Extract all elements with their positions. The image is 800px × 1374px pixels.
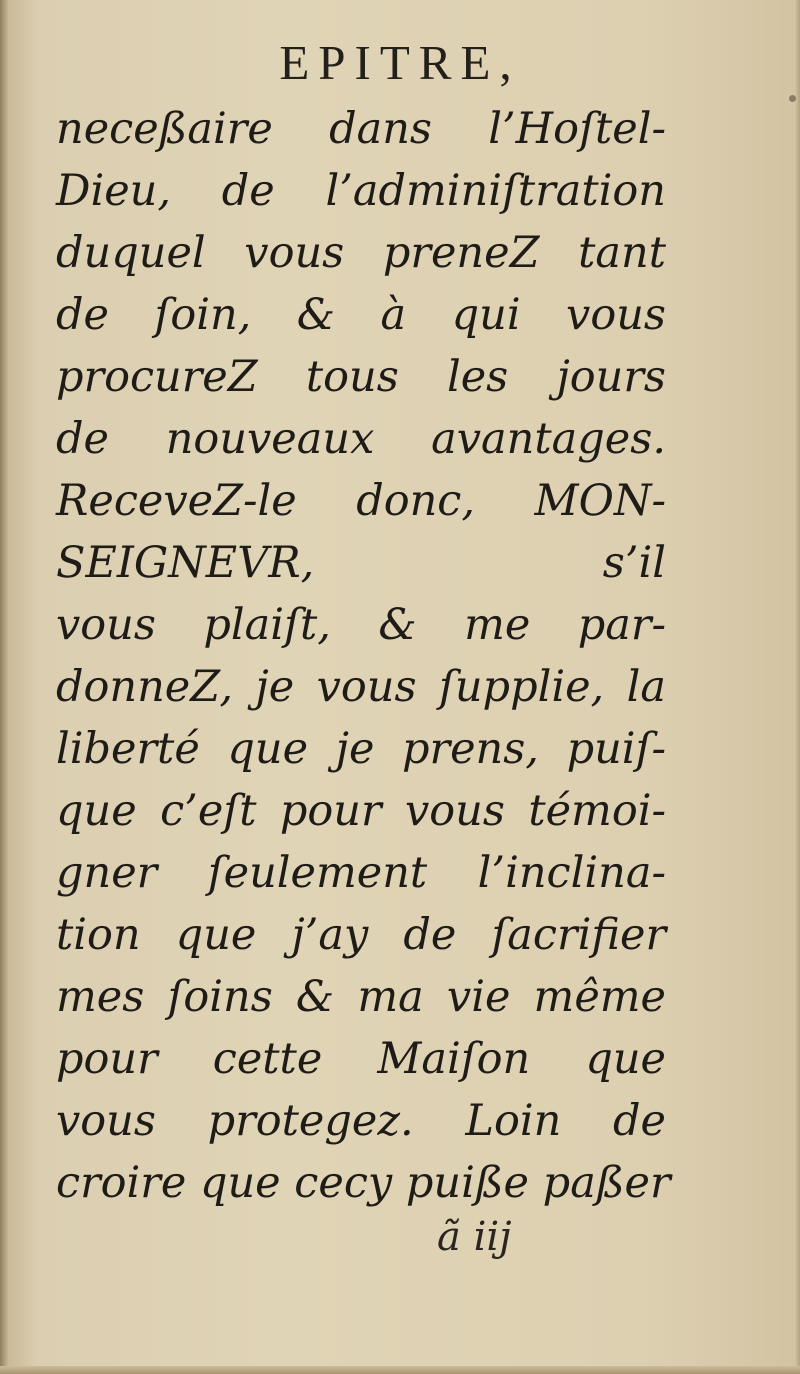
text-line: ReceveZ-le donc, MON- xyxy=(56,476,666,526)
text-line: donneZ, je vous ſupplie, la xyxy=(56,662,666,712)
text-line: vous plaiſt, & me par- xyxy=(56,600,666,650)
text-line: liberté que je prens, puiſ- xyxy=(56,724,666,774)
page-header: EPITRE, xyxy=(279,35,521,90)
ink-spot xyxy=(789,95,796,102)
text-line: tion que j’ay de ſacrifier xyxy=(56,910,666,960)
text-line: duquel vous preneZ tant xyxy=(56,228,666,278)
text-line: que c’eſt pour vous témoi- xyxy=(56,786,666,836)
text-line: SEIGNEVR, s’il xyxy=(56,538,666,588)
text-line: vous protegez. Loin de xyxy=(56,1096,666,1146)
page-shadow-left xyxy=(0,0,8,1374)
text-line: de nouveaux avantages. xyxy=(56,414,666,464)
text-line: gner ſeulement l’inclina- xyxy=(56,848,666,898)
text-line: mes ſoins & ma vie même xyxy=(56,972,666,1022)
signature-mark: ã iij xyxy=(437,1214,512,1260)
page-shadow-right xyxy=(794,0,800,1374)
page-shadow-bottom xyxy=(0,1366,800,1374)
text-line: de ſoin, & à qui vous xyxy=(56,290,666,340)
text-line: neceßaire dans l’Hoſtel- xyxy=(56,104,666,154)
body-text xyxy=(56,98,671,1214)
text-line: Dieu, de l’adminiſtration xyxy=(56,166,666,216)
text-line: procureZ tous les jours xyxy=(56,352,666,402)
text-line: croire que cecy puiße paßer xyxy=(56,1158,671,1208)
text-line: pour cette Maiſon que xyxy=(56,1034,666,1084)
